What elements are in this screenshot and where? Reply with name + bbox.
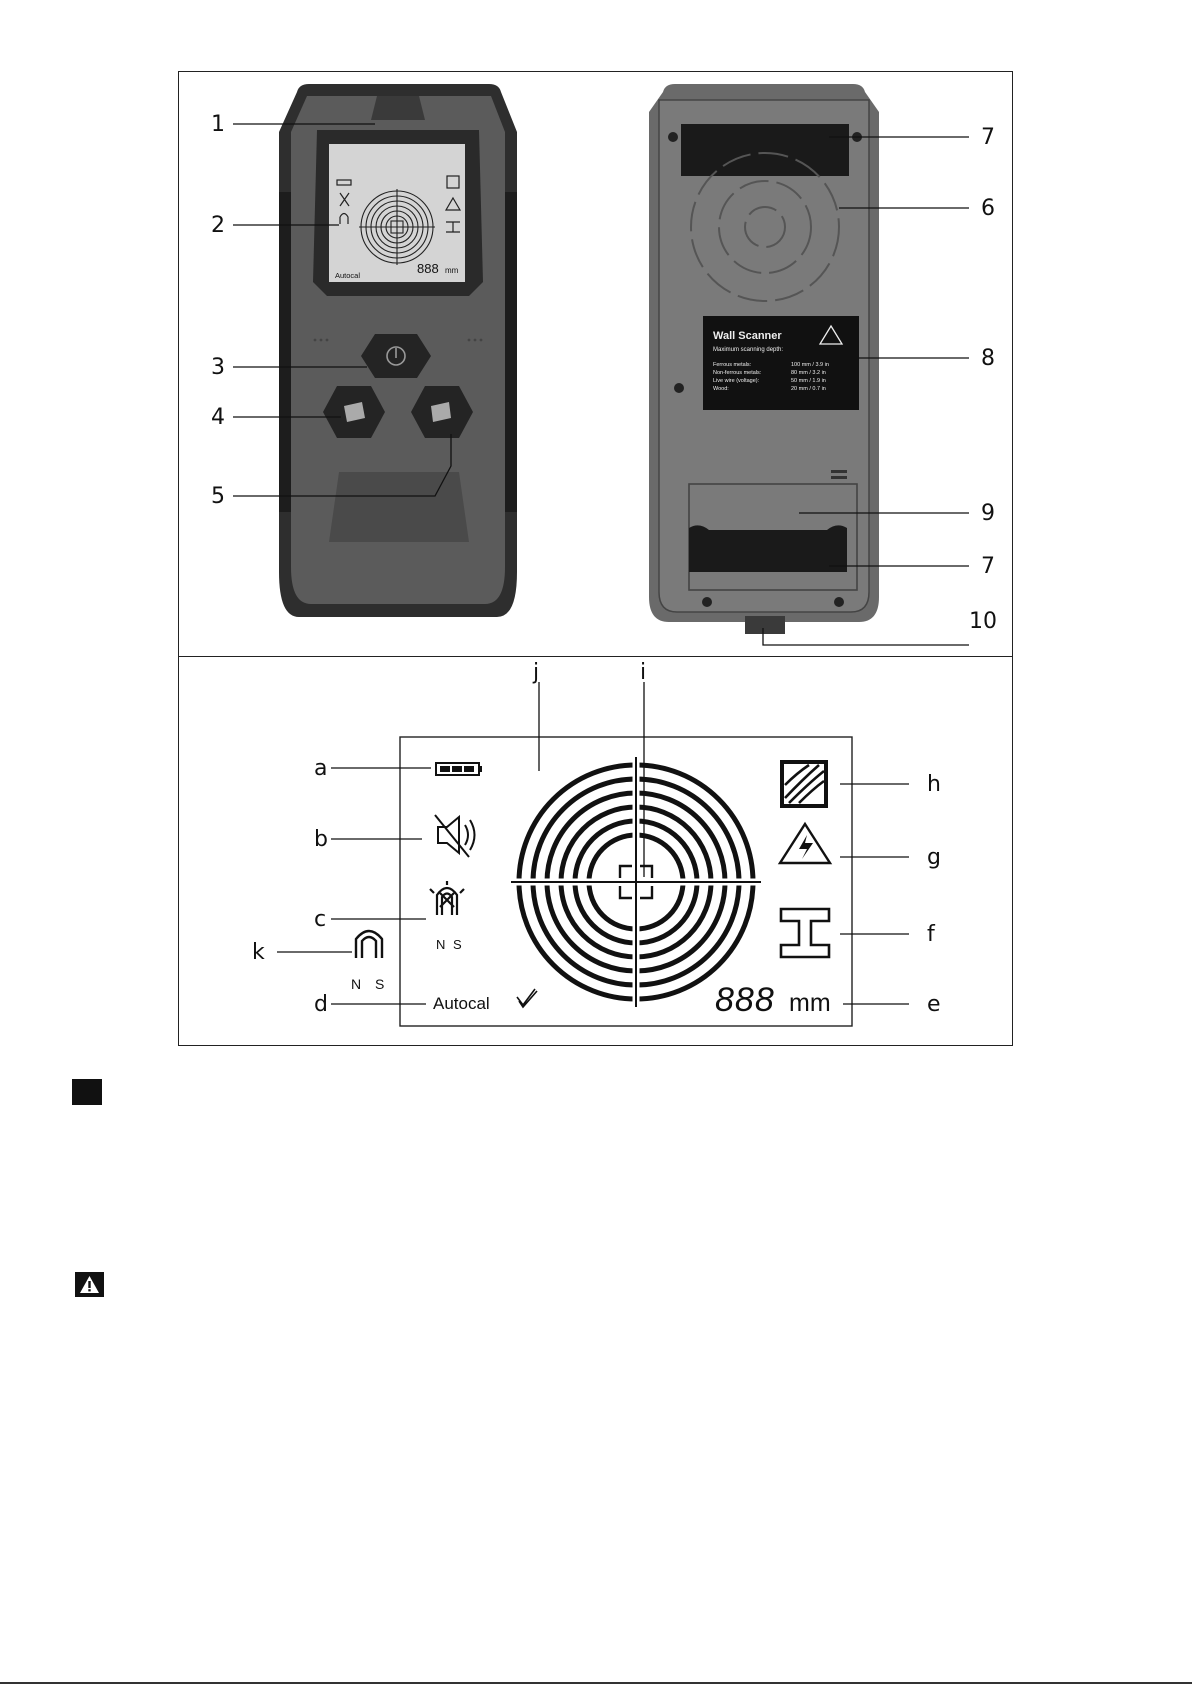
callout-b: b — [314, 827, 328, 852]
callout-1: 1 — [211, 112, 225, 137]
callout-j: j — [533, 660, 540, 685]
label-title: Wall Scanner — [713, 330, 782, 342]
callout-c: c — [314, 907, 327, 932]
label-row-material: Non-ferrous metals: — [713, 370, 762, 376]
magnet-c-n-label: N — [436, 937, 446, 952]
front-device — [279, 84, 517, 617]
callout-6: 6 — [981, 196, 995, 221]
callout-4: 4 — [211, 405, 225, 430]
callout-k: k — [252, 940, 265, 965]
unit-display: mm — [789, 989, 831, 1017]
callout-9: 9 — [981, 501, 995, 526]
callout-7: 7 — [981, 125, 995, 150]
callout-10: 10 — [969, 609, 997, 634]
callout-3: 3 — [211, 355, 225, 380]
device-views-drawing — [179, 72, 1014, 658]
label-row-material: Wood: — [713, 386, 729, 392]
callout-2: 2 — [211, 213, 225, 238]
back-device — [649, 84, 879, 634]
label-subtitle: Maximum scanning depth: — [713, 347, 784, 353]
callout-a: a — [314, 756, 328, 781]
display-detail-panel — [178, 656, 1013, 1046]
callout-g: g — [927, 845, 941, 870]
callout-i: i — [640, 660, 647, 685]
label-row-depth: 80 mm / 3.2 in — [791, 370, 826, 376]
section-marker — [72, 1079, 102, 1105]
magnet-c-s-label: S — [453, 937, 462, 952]
device-views-panel — [178, 71, 1013, 657]
label-row-depth: 20 mm / 0.7 in — [791, 386, 826, 392]
magnet-k-n-label: N — [351, 976, 362, 992]
warning-icon — [75, 1272, 104, 1297]
callout-d: d — [314, 992, 328, 1017]
mute-icon — [435, 815, 475, 857]
callout-f: f — [927, 922, 935, 947]
callout-5: 5 — [211, 484, 225, 509]
check-icon — [517, 989, 537, 1007]
display-detail-drawing — [179, 657, 1014, 1047]
front-lcd-autocal: Autocal — [335, 271, 361, 280]
label-row-depth: 50 mm / 1.9 in — [791, 378, 826, 384]
callout-7b: 7 — [981, 554, 995, 579]
label-row-material: Live wire (voltage): — [713, 378, 760, 384]
front-lcd-digits: 888 — [417, 261, 439, 276]
label-row-material: Ferrous metals: — [713, 362, 752, 368]
label-row-depth: 100 mm / 3.9 in — [791, 362, 829, 368]
steel-beam-icon — [781, 909, 829, 957]
magnet-crossed-icon — [430, 881, 464, 915]
magnet-icon — [356, 931, 382, 958]
callout-8: 8 — [981, 346, 995, 371]
battery-icon — [436, 763, 482, 775]
callout-e: e — [927, 992, 941, 1017]
autocal-text: Autocal — [433, 994, 490, 1013]
magnet-k-s-label: S — [375, 976, 385, 992]
footer-rule — [0, 1682, 1192, 1684]
warning-voltage-icon — [780, 824, 830, 863]
front-lcd-unit: mm — [445, 266, 459, 275]
wood-icon — [780, 760, 828, 808]
callout-h: h — [927, 772, 941, 797]
digit-display: 888 — [715, 981, 775, 1019]
